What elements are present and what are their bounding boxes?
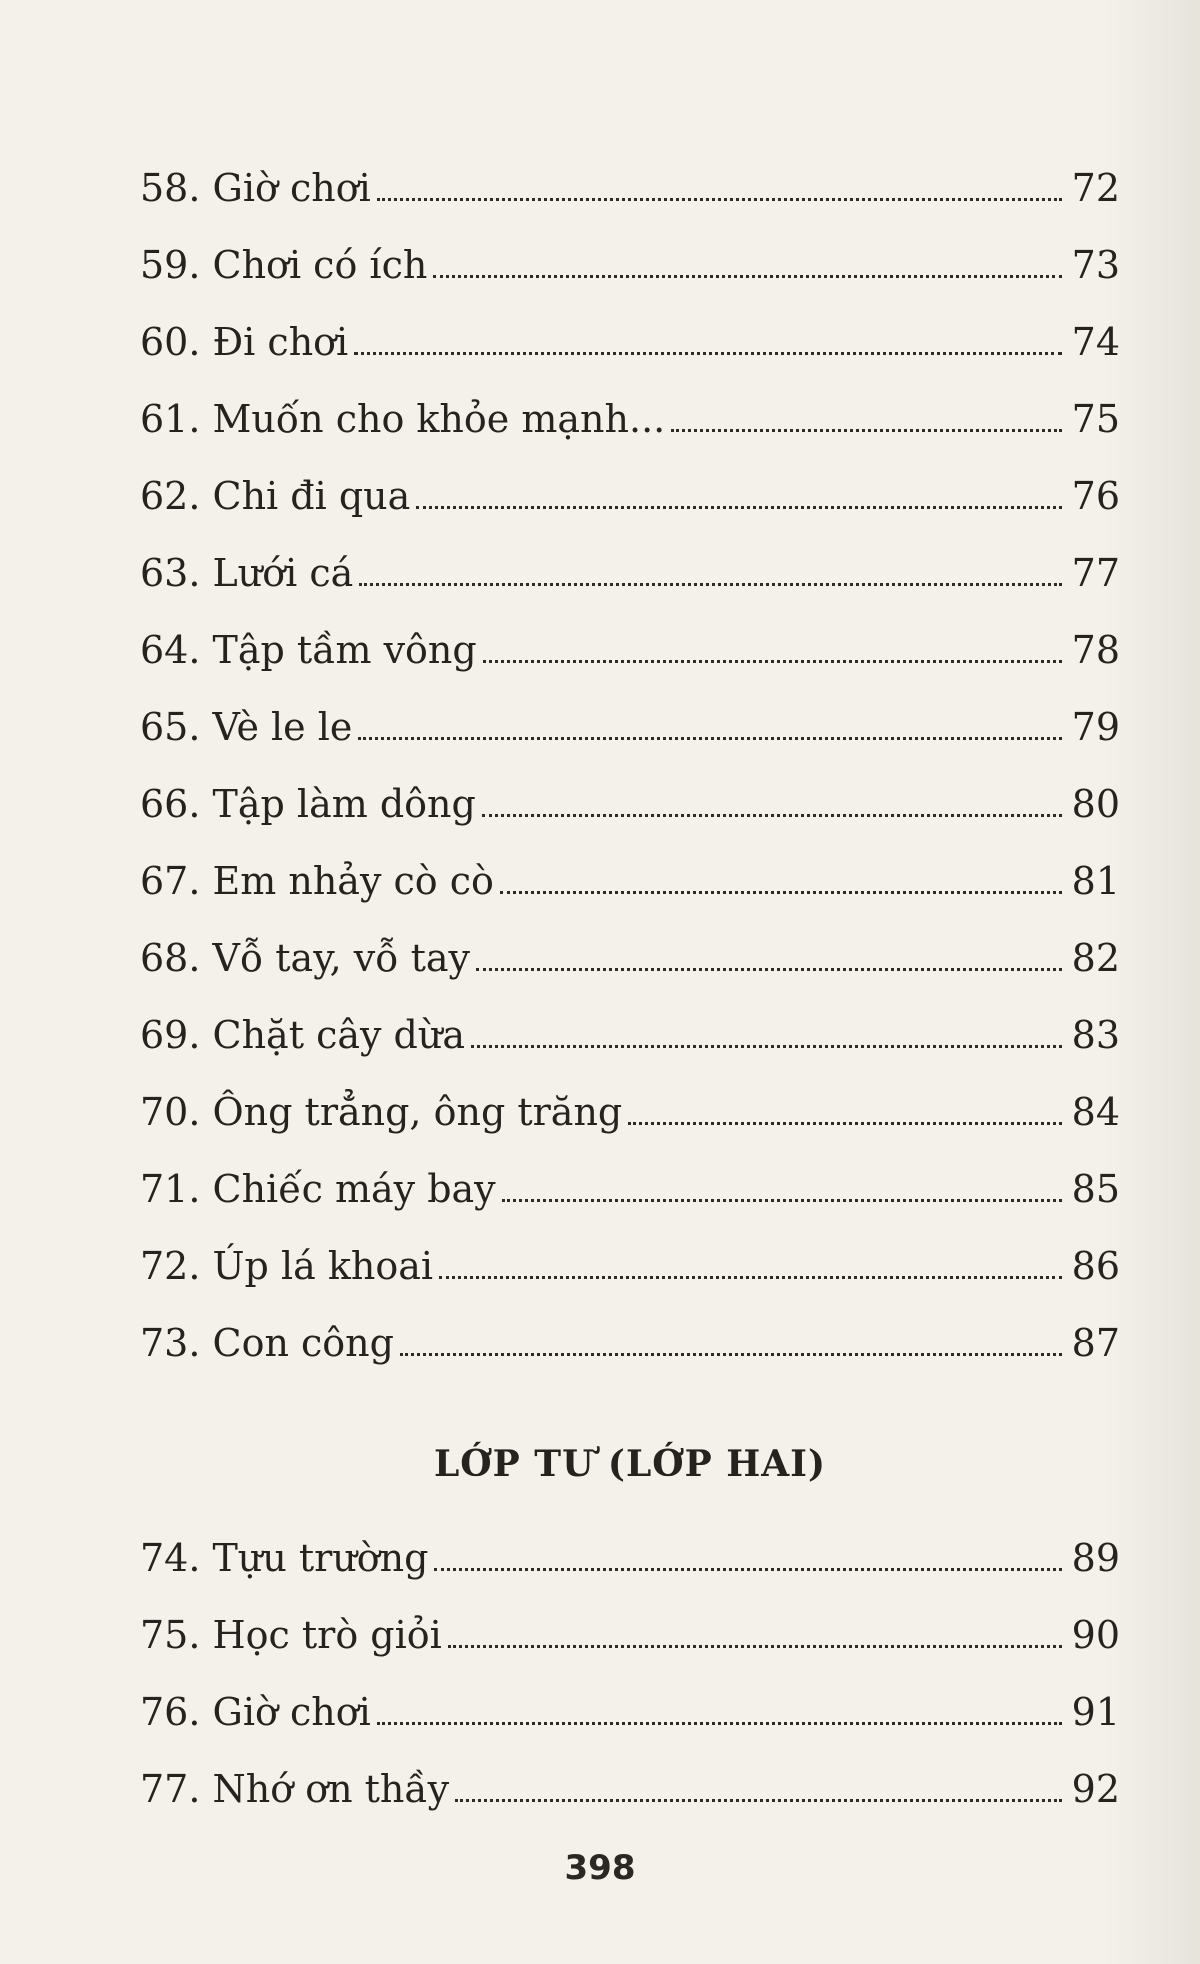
toc-entry-title: 74. Tựu trường (140, 1536, 429, 1580)
toc-entry-page: 92 (1071, 1767, 1120, 1811)
toc-entry (140, 1305, 1120, 1382)
toc-entry-page: 90 (1071, 1613, 1120, 1657)
toc-entry-title: 71. Chiếc máy bay (140, 1167, 496, 1211)
toc-entry-page: 79 (1071, 705, 1120, 749)
toc-entry (140, 458, 1120, 535)
toc-entry-page: 80 (1071, 782, 1120, 826)
dot-leader (358, 737, 1062, 740)
toc-entry-page: 74 (1071, 320, 1120, 364)
toc-entry (140, 227, 1120, 304)
toc-entry (140, 843, 1120, 920)
dot-leader (359, 583, 1062, 586)
toc-entry-title: 72. Úp lá khoai (140, 1244, 434, 1288)
toc-entry (140, 1597, 1120, 1674)
dot-leader (471, 1045, 1062, 1048)
toc-entry (140, 1228, 1120, 1305)
dot-leader (416, 506, 1062, 509)
toc-entry-page: 83 (1071, 1013, 1120, 1057)
toc-entry (140, 766, 1120, 843)
toc-entry-page: 84 (1071, 1090, 1120, 1134)
toc-entry-title: 59. Chơi có ích (140, 243, 428, 287)
dot-leader (434, 1568, 1062, 1571)
toc-section-part2 (140, 1520, 1120, 1828)
dot-leader (433, 275, 1062, 278)
toc-entry-title: 62. Chi đi qua (140, 474, 411, 518)
toc-entry (140, 150, 1120, 227)
dot-leader (483, 660, 1062, 663)
toc-entry-page: 81 (1071, 859, 1120, 903)
toc-section-part1 (140, 150, 1120, 1382)
dot-leader (482, 814, 1062, 817)
table-of-contents (140, 150, 1120, 1828)
page-number: 398 (564, 1848, 636, 1888)
dot-leader (455, 1799, 1062, 1802)
toc-entry (140, 612, 1120, 689)
toc-entry-page: 86 (1071, 1244, 1120, 1288)
dot-leader (628, 1122, 1062, 1125)
toc-entry-title: 66. Tập làm dông (140, 782, 476, 826)
dot-leader (448, 1645, 1062, 1648)
dot-leader (377, 198, 1062, 201)
toc-entry-page: 85 (1071, 1167, 1120, 1211)
toc-entry-title: 61. Muốn cho khỏe mạnh... (140, 397, 666, 441)
dot-leader (354, 352, 1062, 355)
dot-leader (502, 1199, 1062, 1202)
toc-entry-title: 63. Lưới cá (140, 551, 354, 595)
toc-entry-page: 76 (1071, 474, 1120, 518)
toc-entry (140, 1751, 1120, 1828)
toc-entry-title: 69. Chặt cây dừa (140, 1013, 466, 1057)
toc-entry (140, 1074, 1120, 1151)
toc-entry (140, 1151, 1120, 1228)
toc-entry-title: 77. Nhớ ơn thầy (140, 1767, 450, 1811)
toc-entry (140, 920, 1120, 997)
dot-leader (476, 968, 1062, 971)
toc-entry (140, 689, 1120, 766)
toc-entry-title: 70. Ông trẳng, ông trăng (140, 1090, 623, 1134)
toc-entry-title: 60. Đi chơi (140, 320, 349, 364)
dot-leader (500, 891, 1062, 894)
toc-entry-title: 75. Học trò giỏi (140, 1613, 442, 1657)
toc-entry-page: 75 (1071, 397, 1120, 441)
toc-entry-page: 73 (1071, 243, 1120, 287)
toc-entry-title: 76. Giờ chơi (140, 1690, 371, 1734)
toc-entry-page: 89 (1071, 1536, 1120, 1580)
dot-leader (671, 429, 1062, 432)
toc-entry-page: 91 (1071, 1690, 1120, 1734)
toc-entry (140, 1520, 1120, 1597)
toc-entry (140, 535, 1120, 612)
toc-entry-title: 73. Con công (140, 1321, 394, 1365)
toc-entry (140, 997, 1120, 1074)
toc-entry (140, 1674, 1120, 1751)
toc-entry-title: 68. Vỗ tay, vỗ tay (140, 936, 470, 980)
toc-entry (140, 381, 1120, 458)
toc-entry-title: 58. Giờ chơi (140, 166, 371, 210)
section-heading: LỚP TƯ (LỚP HAI) (433, 1443, 827, 1485)
toc-entry-page: 78 (1071, 628, 1120, 672)
toc-entry-title: 64. Tập tầm vông (140, 628, 477, 672)
toc-entry-page: 82 (1071, 936, 1120, 980)
toc-entry-page: 72 (1071, 166, 1120, 210)
toc-entry-page: 77 (1071, 551, 1120, 595)
dot-leader (439, 1276, 1062, 1279)
toc-entry-page: 87 (1071, 1321, 1120, 1365)
toc-entry-title: 67. Em nhảy cò cò (140, 859, 494, 903)
dot-leader (377, 1722, 1062, 1725)
dot-leader (400, 1353, 1062, 1356)
toc-entry-title: 65. Vè le le (140, 705, 353, 749)
toc-entry (140, 304, 1120, 381)
